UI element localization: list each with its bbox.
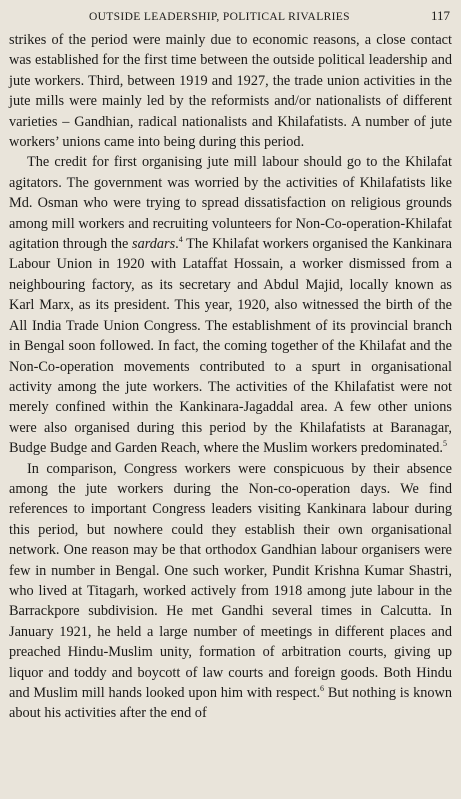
paragraph-1 (9, 30, 452, 152)
page-number: 117 (430, 8, 450, 23)
paragraph-3-text-b: But nothing is known about his activities after the end of (9, 685, 452, 722)
body-text (9, 30, 452, 724)
paragraph-2: The credit for first organising jute mill labour should go to the Khilafat agitators. The government was worried by the activities of Khilafatists like Md. Osman who were trying to spread dissatisfaction on religious grounds among mill workers and recruiting volunteers for Non-Co-operation-Khilafat agitation through the sardars.$^4$ The Khilafat workers organised the Kankinara Labour Union in 1920 with Lataffat Hossain, a worker dismissed from a neighbouring factory, as its secretary and Abdul Majid, locally known as Karl Marx, as its president. This year, 1920, also witnessed the birth of the All India Trade Union Congress. The establishment of its provincial branch in Bengal soon followed. In fact, the coming together of the Khilafat and the Non-Co-operation movements contributed to a spurt in organisational activity among the jute workers. The activities of the Khilafatist were not merely confined within the Kankinara-Jagaddal area. A few other unions were also organised during this period by the Khilafatists at Baranagar, Budge Budge and Garden Reach, where the Muslim workers predominated.$^5$ (9, 154, 452, 457)
paragraph-2-text-a: The credit for first organising jute mill labour should go to the Khilafat agitators. The government was worried by the activities of Khilafatists like Md. Osman who were trying to spread dissatisfaction on religious grounds among mill workers and recruiting volunteers for Non-Co-operation-Khilafat agitation through the (9, 154, 452, 253)
running-header (89, 8, 450, 30)
italic-term-sardars: sardars (132, 236, 176, 253)
footnote-ref-4: 4 (178, 235, 183, 245)
paragraph-3-text-a: In comparison, Congress workers were conspicuous by their absence among the jute workers during the Non-co-operation days. We find references to important Congress leaders visiting Kankinara labour during this period, but nowhere could they establish their own organisational network. One reason may be that orthodox Gandhian labour organisers were few in number in Bengal. One such worker, Pundit Krishna Kumar Shastri, who lived at Titagarh, worked actively from 1918 among jute labour in the Barrackpore subdivision. He met Gandhi several times in Calcutta. In January 1921, he held a large number of meetings in different places and preached Hindu-Muslim unity, formation of arbitration courts, giving up liquor and toddy and boycott of law courts and foreign goods. Both Hindu and Muslim mill hands looked upon him with respect. (9, 460, 452, 701)
paragraph-2-text-b: The Khilafat workers organised the Kankinara Labour Union in 1920 with Lataffat Hossain, a worker dismissed from a neighbouring factory, as its secretary and Abdul Majid, locally known as Karl Marx, as its president. This year, 1920, also witnessed the birth of the All India Trade Union Congress. The establishment of its provincial branch in Bengal soon followed. In fact, the coming together of the Khilafat and the Non-Co-operation movements contributed to a spurt in organisational activity among the jute workers. The activities of the Khilafatist were not merely confined within the Kankinara-Jagaddal area. A few other unions were also organised during this period by the Khilafatists at Baranagar, Budge Budge and Garden Reach, where the Muslim workers predominated. (9, 236, 452, 457)
paragraph-3 (9, 459, 452, 724)
footnote-ref-6: 6 (320, 684, 325, 693)
running-title: OUTSIDE LEADERSHIP, POLITICAL RIVALRIES (89, 11, 350, 23)
paragraph-1-text: strikes of the period were mainly due to economic reasons, a close contact was established for the first time between the outside political leadership and jute workers. Third, between 1919 and 1927, the trade union activities in the jute mills were mainly led by the reformists and/or nationalists of different varieties – Gandhian, radical nationalists and Khilafatists. A number of jute workers’ unions came into being during this period. (9, 32, 452, 151)
footnote-ref-5: 5 (442, 439, 447, 449)
